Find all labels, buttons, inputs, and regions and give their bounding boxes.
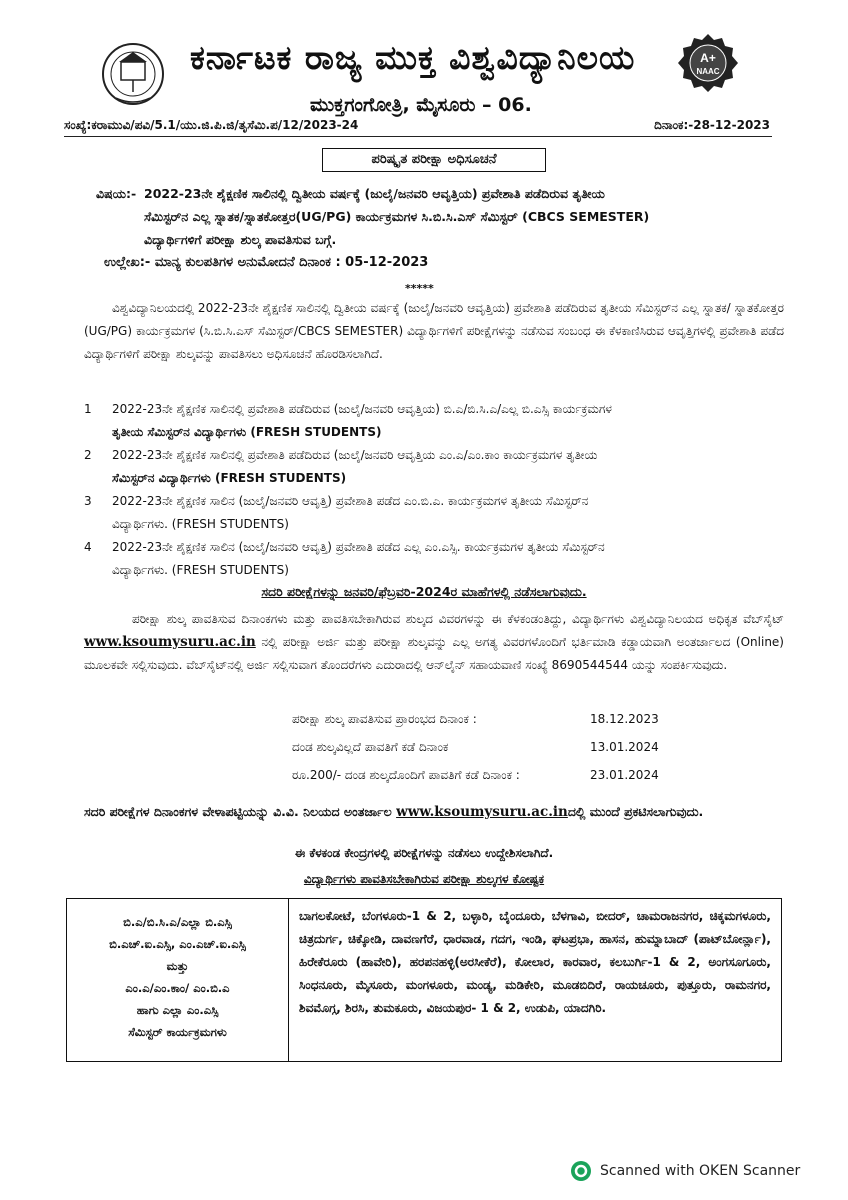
item-text-cont: ವಿದ್ಯಾರ್ಥಿಗಳು. (FRESH STUDENTS)	[112, 517, 289, 531]
fee-paragraph	[84, 608, 784, 677]
centres-cell: ಬಾಗಲಕೋಟೆ, ಬೆಂಗಳೂರು-1 & 2, ಬಳ್ಳಾರಿ, ಬೈಂದೂರು, ಬೆಳಗಾವಿ, ಬೀದರ್, ಚಾಮರಾಜನಗರ, ಚಿಕ್ಕಮಗಳೂರು, ಚಿತ್ರದುರ್ಗ, ಚಿಕ್ಕೋಡಿ, ದಾವಣಗೆರೆ, ಧಾರವಾಡ, ಗದಗ, ಇಂಡಿ, ಘಟಪ್ರಭಾ, ಹಾಸನ, ಹುಮ್ನಾಬಾದ್ (ಪಾಟ್‌ಬೋರ್ನ್ಲಾ), ಹಿರೇಕೆರೂರು (ಹಾವೇರಿ), ಹರಪನಹಳ್ಳಿ(ಅರಸೀಕೆರೆ), ಕೋಲಾರ, ಕಾರವಾರ, ಕಲಬುರ್ಗಿ-1 & 2, ಅಂಗಸೂಗೂರು, ಸಿಂಧನೂರು, ಮೈಸೂರು, ಮಂಗಳೂರು, ಮಂಡ್ಯ, ಮಡಿಕೇರಿ, ಮೂಡಬಿದಿರೆ, ರಾಯಚೂರು, ಪುತ್ತೂರು, ರಾಮನಗರ, ಶಿವಮೊಗ್ಗ, ಶಿರಸಿ, ತುಮಕೂರು, ವಿಜಯಪುರ- 1 & 2, ಉಡುಪಿ, ಯಾದಗಿರಿ.	[299, 909, 771, 1015]
list-item	[84, 490, 784, 536]
scanner-watermark	[570, 1160, 800, 1182]
item-number: 2	[84, 448, 92, 462]
website-link[interactable]: www.ksoumysuru.ac.in	[84, 634, 256, 650]
item-number: 1	[84, 402, 92, 416]
item-text: 2022-23ನೇ ಶೈಕ್ಷಣಿಕ ಸಾಲಿನಲ್ಲಿ ಪ್ರವೇಶಾತಿ ಪಡೆದಿರುವ (ಜುಲೈ/ಜನವರಿ ಆವೃತ್ತಿಯ ಎಂ.ಎ/ಎಂ.ಕಾಂ ಕಾರ್ಯಕ್ರಮಗಳ ತೃತೀಯ	[112, 448, 598, 462]
item-number: 4	[84, 540, 92, 554]
programme-cell	[67, 899, 289, 1061]
item-text: 2022-23ನೇ ಶೈಕ್ಷಣಿಕ ಸಾಲಿನ (ಜುಲೈ/ಜನವರಿ ಆವೃತ್ತಿ) ಪ್ರವೇಶಾತಿ ಪಡೆದ ಎಲ್ಲ ಎಂ.ಎಸ್ಸಿ. ಕಾರ್ಯಕ್ರಮಗಳ ತೃತೀಯ ಸೆಮಿಸ್ಟರ್‌ನ	[112, 540, 605, 554]
item-text-cont: ತೃತೀಯ ಸೆಮಿಸ್ಟರ್‌ನ ವಿದ್ಯಾರ್ಥಿಗಳು (FRESH STUDENTS)	[112, 425, 382, 439]
centres-line: ಈ ಕೆಳಕಂಡ ಕೇಂದ್ರಗಳಲ್ಲಿ ಪರೀಕ್ಷೆಗಳನ್ನು ನಡೆಸಲು ಉದ್ದೇಶಿಸಲಾಗಿದೆ.	[294, 846, 554, 860]
list-item	[84, 398, 784, 444]
notice-date: ದಿನಾಂಕ:-28-12-2023	[654, 118, 770, 132]
scanner-logo-icon	[570, 1160, 592, 1182]
programme-line: ಬಿ.ಎಚ್.ಐ.ಎಸ್ಸಿ, ಎಂ.ಎಚ್.ಐ.ಎಸ್ಸಿ	[109, 937, 246, 951]
item-text: 2022-23ನೇ ಶೈಕ್ಷಣಿಕ ಸಾಲಿನಲ್ಲಿ ಪ್ರವೇಶಾತಿ ಪಡೆದಿರುವ (ಜುಲೈ/ಜನವರಿ ಆವೃತ್ತಿಯ) ಬಿ.ಎ/ಬಿ.ಸಿ.ಎ/ಎಲ್ಲ ಬಿ.ಎಸ್ಸಿ ಕಾರ್ಯಕ್ರಮಗಳ	[112, 402, 612, 416]
list-item	[84, 444, 784, 490]
fee-text-2: ನಲ್ಲಿ ಪರೀಕ್ಷಾ ಅರ್ಜಿ ಮತ್ತು ಪರೀಕ್ಷಾ ಶುಲ್ಕವನ್ನು ಎಲ್ಲ ಅಗತ್ಯ ವಿವರಗಳೊಂದಿಗೆ ಭರ್ತಿಮಾಡಿ ಕಡ್ಡಾಯವಾಗಿ ಅಂತರ್ಜಾಲದ (Online) ಮೂಲಕವೇ ಸಲ್ಲಿಸುವುದು. ವೆಬ್‌ಸೈಟ್‌ನಲ್ಲಿ ಅರ್ಜಿ ಸಲ್ಲಿಸುವಾಗ ತೊಂದರೆಗಳು ಎದುರಾದಲ್ಲಿ ಆನ್‌ಲೈನ್ ಸಹಾಯವಾಣಿ ಸಂಖ್ಯೆ 8690544544 ಯನ್ನು ಸಂಪರ್ಕಿಸುವುದು.	[84, 635, 784, 672]
university-address: ಮುಕ್ತಗಂಗೋತ್ರಿ, ಮೈಸೂರು – 06.	[310, 94, 532, 116]
university-title: ಕರ್ನಾಟಕ ರಾಜ್ಯ ಮುಕ್ತ ವಿಶ್ವವಿದ್ಯಾನಿಲಯ	[190, 38, 636, 77]
intro-text: ವಿಶ್ವವಿದ್ಯಾನಿಲಯದಲ್ಲಿ 2022-23ನೇ ಶೈಕ್ಷಣಿಕ ಸಾಲಿನಲ್ಲಿ ದ್ವಿತೀಯ ವರ್ಷಕ್ಕೆ (ಜುಲೈ/ಜನವರಿ ಆವೃತ್ತಿಯ) ಪ್ರವೇಶಾತಿ ಪಡೆದಿರುವ ತೃತೀಯ ಸೆಮಿಸ್ಟರ್‌ನ ಎಲ್ಲ ಸ್ನಾತಕ/ ಸ್ನಾತಕೋತ್ತರ (UG/PG) ಕಾರ್ಯಕ್ರಮಗಳ (ಸಿ.ಬಿ.ಸಿ.ಎಸ್ ಸೆಮಿಸ್ಟರ್/CBCS SEMESTER) ವಿದ್ಯಾರ್ಥಿಗಳಿಗೆ ಪರೀಕ್ಷೆಗಳನ್ನು ನಡೆಸುವ ಸಂಬಂಧ ಈ ಕೆಳಕಾಣಿಸಿರುವ ಆವೃತ್ತಿಗಳಲ್ಲಿ ಪ್ರವೇಶಾತಿ ಪಡೆದ ವಿದ್ಯಾರ್ಥಿಗಳಿಗೆ ಪರೀಕ್ಷಾ ಶುಲ್ಕವನ್ನು ಪಾವತಿಸಲು ಅಧಿಸೂಚನೆ ಹೊರಡಿಸಲಾಗಿದೆ.	[84, 301, 784, 361]
fee-date-value: 23.01.2024	[590, 768, 659, 782]
intro-paragraph	[84, 297, 784, 366]
subject-line-2: ಸೆಮಿಸ್ಟರ್‌ನ ಎಲ್ಲ ಸ್ನಾತಕ/ಸ್ನಾತಕೋತ್ತರ(UG/PG) ಕಾರ್ಯಕ್ರಮಗಳ ಸಿ.ಬಿ.ಸಿ.ಎಸ್ ಸೆಮಿಸ್ಟರ್ (CBCS SEMESTER)	[144, 209, 650, 224]
timetable-paragraph	[84, 800, 784, 824]
programme-line: ಎಂ.ಎ/ಎಂ.ಕಾಂ/ ಎಂ.ಬಿ.ಎ	[125, 981, 230, 995]
fee-date-label: ಪರೀಕ್ಷಾ ಶುಲ್ಕ ಪಾವತಿಸುವ ಪ್ರಾರಂಭದ ದಿನಾಂಕ :	[292, 712, 477, 726]
website-link[interactable]: www.ksoumysuru.ac.in	[396, 804, 568, 820]
header-divider	[64, 136, 772, 137]
naac-grade: A+	[700, 51, 716, 65]
naac-label: NAAC	[696, 67, 720, 76]
reference-number: ಸಂಖ್ಯೆ:ಕರಾಮುವಿ/ಪವಿ/5.1/ಯು.ಜಿ.ಪಿ.ಜಿ/ತೃಸೆಮಿ.ಪ/12/2023-24	[64, 118, 359, 132]
item-text: 2022-23ನೇ ಶೈಕ್ಷಣಿಕ ಸಾಲಿನ (ಜುಲೈ/ಜನವರಿ ಆವೃತ್ತಿ) ಪ್ರವೇಶಾತಿ ಪಡೆದ ಎಂ.ಬಿ.ಎ. ಕಾರ್ಯಕ್ರಮಗಳ ತೃತೀಯ ಸೆಮಿಸ್ಟರ್‌ನ	[112, 494, 589, 508]
subject-line-1: 2022-23ನೇ ಶೈಕ್ಷಣಿಕ ಸಾಲಿನಲ್ಲಿ ದ್ವಿತೀಯ ವರ್ಷಕ್ಕೆ (ಜುಲೈ/ಜನವರಿ ಆವೃತ್ತಿಯ) ಪ್ರವೇಶಾತಿ ಪಡೆದಿರುವ ತೃತೀಯ	[144, 186, 605, 201]
programme-line: ಹಾಗು ಎಲ್ಲಾ ಎಂ.ಎಸ್ಸಿ	[136, 1003, 219, 1017]
reference-line: ಉಲ್ಲೇಖ:- ಮಾನ್ಯ ಕುಲಪತಿಗಳ ಅನುಮೋದನೆ ದಿನಾಂಕ : 05-12-2023	[104, 255, 429, 270]
programme-line: ಸೆಮಿಸ್ಟರ್ ಕಾರ್ಯಕ್ರಮಗಳು	[128, 1025, 227, 1039]
timetable-text-1: ಸದರಿ ಪರೀಕ್ಷೆಗಳ ದಿನಾಂಕಗಳ ವೇಳಾಪಟ್ಟಿಯನ್ನು ವಿ.ವಿ. ನಿಲಯದ ಅಂತರ್ಜಾಲ	[84, 804, 392, 819]
item-text-cont: ವಿದ್ಯಾರ್ಥಿಗಳು. (FRESH STUDENTS)	[112, 563, 289, 577]
notice-title: ಪರಿಷ್ಕೃತ ಪರೀಕ್ಷಾ ಅಧಿಸೂಚನೆ	[322, 148, 546, 172]
fee-text-1: ಪರೀಕ್ಷಾ ಶುಲ್ಕ ಪಾವತಿಸುವ ದಿನಾಂಕಗಳು ಮತ್ತು ಪಾವತಿಸಬೇಕಾಗಿರುವ ಶುಲ್ಕದ ವಿವರಗಳನ್ನು ಈ ಕೆಳಕಂಡಂತಿದ್ದು, ವಿದ್ಯಾರ್ಥಿಗಳು ವಿಶ್ವವಿದ್ಯಾನಿಲಯದ ಅಧಿಕೃತ ವೆಬ್‌ಸೈಟ್	[132, 612, 784, 626]
fee-date-value: 18.12.2023	[590, 712, 659, 726]
university-emblem-icon	[96, 40, 170, 108]
fee-date-value: 13.01.2024	[590, 740, 659, 754]
fee-date-label: ರೂ.200/- ದಂಡ ಶುಲ್ಕದೊಂದಿಗೆ ಪಾವತಿಗೆ ಕಡೆ ದಿನಾಂಕ :	[292, 768, 520, 782]
programme-line: ಬಿ.ಎ/ಬಿ.ಸಿ.ಎ/ಎಲ್ಲಾ ಬಿ.ಎಸ್ಸಿ	[123, 915, 232, 929]
programme-line: ಮತ್ತು	[166, 959, 189, 973]
subject-block	[96, 182, 786, 251]
item-text-cont: ಸೆಮಿಸ್ಟರ್‌ನ ವಿದ್ಯಾರ್ಥಿಗಳು (FRESH STUDENTS)	[112, 471, 347, 485]
fee-table-title: ವಿದ್ಯಾರ್ಥಿಗಳು ಪಾವತಿಸಬೇಕಾಗಿರುವ ಪರೀಕ್ಷಾ ಶುಲ್ಕಗಳ ಕೋಷ್ಟಕ	[303, 872, 545, 886]
timetable-text-2: ದಲ್ಲಿ ಮುಂದೆ ಪ್ರಕಟಿಸಲಾಗುವುದು.	[567, 804, 704, 819]
item-number: 3	[84, 494, 92, 508]
separator-stars: *****	[405, 282, 434, 295]
naac-badge-icon	[676, 32, 740, 94]
scanner-text: Scanned with OKEN Scanner	[600, 1163, 801, 1179]
fee-date-label: ದಂಡ ಶುಲ್ಕವಿಲ್ಲದೆ ಪಾವತಿಗೆ ಕಡೆ ದಿನಾಂಕ	[292, 740, 449, 754]
subject-line-3: ವಿದ್ಯಾರ್ಥಿಗಳಿಗೆ ಪರೀಕ್ಷಾ ಶುಲ್ಕ ಪಾವತಿಸುವ ಬಗ್ಗೆ.	[144, 232, 337, 247]
subject-label: ವಿಷಯ:-	[96, 186, 137, 201]
fee-table	[66, 898, 782, 1062]
exam-schedule-line: ಸದರಿ ಪರೀಕ್ಷೆಗಳನ್ನು ಜನವರಿ/ಫೆಬ್ರವರಿ-2024ರ ಮಾಹೆಗಳಲ್ಲಿ ನಡೆಸಲಾಗುವುದು.	[261, 584, 587, 599]
list-item	[84, 536, 784, 582]
